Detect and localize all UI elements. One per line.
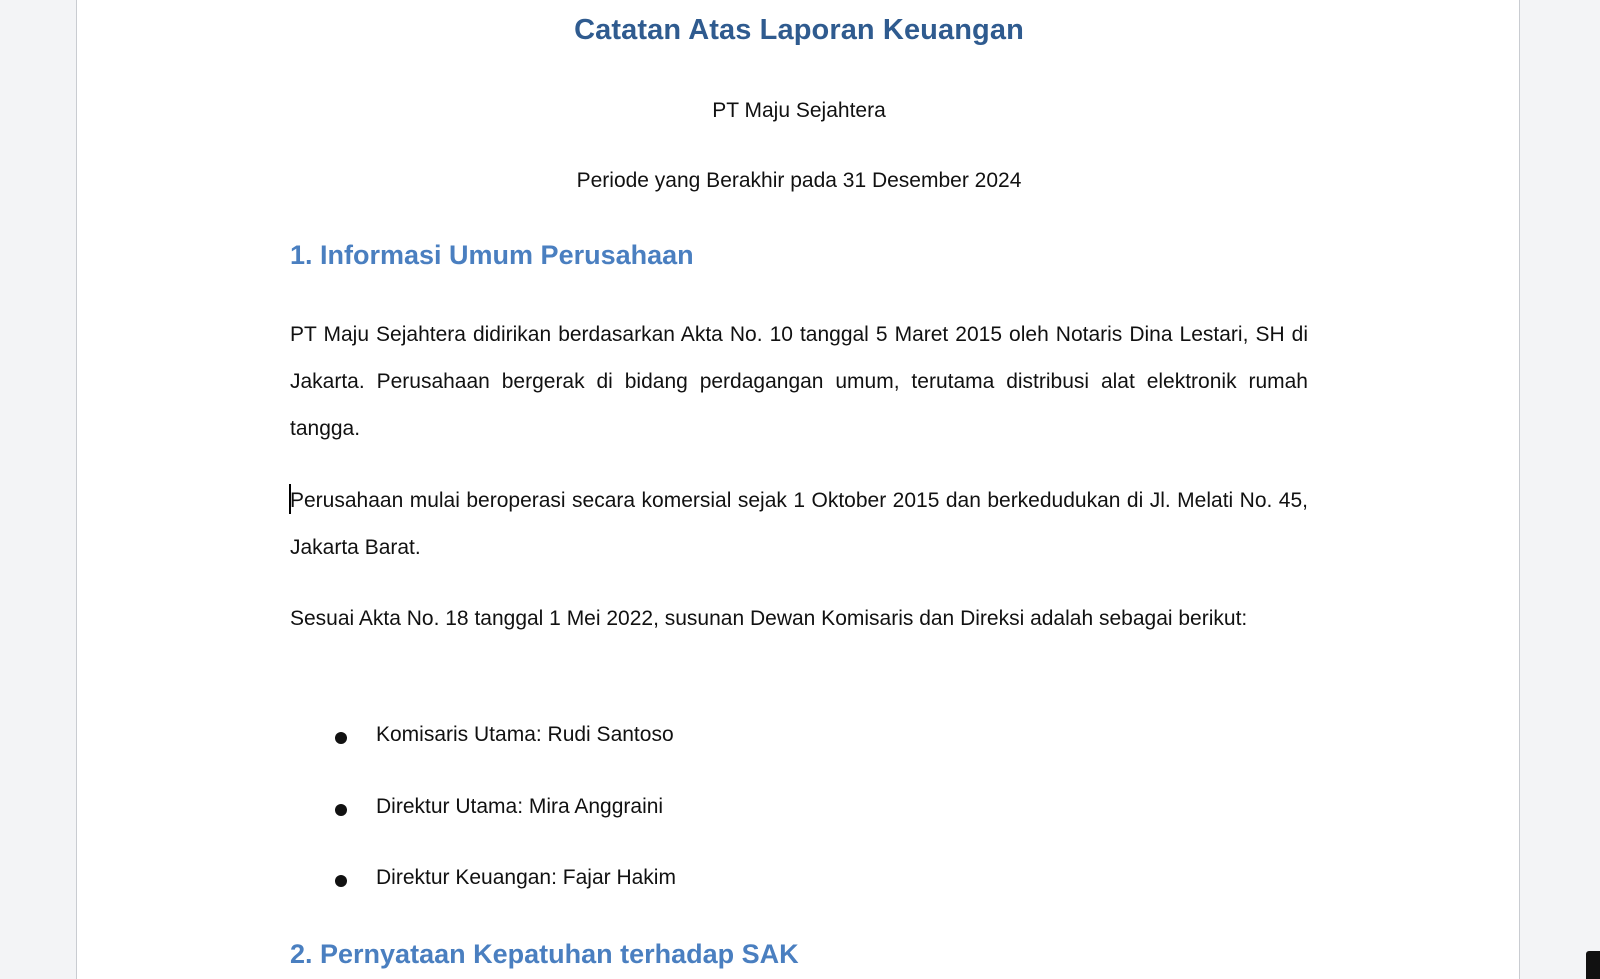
corner-widget[interactable]	[1586, 951, 1600, 979]
section-heading-2: 2. Pernyataan Kepatuhan terhadap SAK	[290, 939, 799, 969]
bullet-icon	[335, 804, 347, 816]
document-page[interactable]	[76, 0, 1520, 979]
list-item-text: Direktur Utama: Mira Anggraini	[376, 795, 664, 818]
paragraph-operations[interactable]: Perusahaan mulai beroperasi secara komersial sejak 1 Oktober 2015 dan berkedudukan di Jl. Melati No. 45, Jakarta Barat.	[290, 489, 1308, 559]
document-title: Catatan Atas Laporan Keuangan	[574, 14, 1024, 46]
company-name: PT Maju Sejahtera	[712, 99, 886, 122]
list-item-text: Direktur Keuangan: Fajar Hakim	[376, 866, 676, 889]
paragraph-company-establishment[interactable]: PT Maju Sejahtera didirikan berdasarkan Akta No. 10 tanggal 5 Maret 2015 oleh Notaris Dina Lestari, SH di Jakarta. Perusahaan bergerak di bidang perdagangan umum, terutama distribusi alat elektronik rumah tangga.	[290, 323, 1308, 440]
bullet-icon	[335, 732, 347, 744]
section-heading-1: 1. Informasi Umum Perusahaan	[290, 240, 694, 270]
list-item-text: Komisaris Utama: Rudi Santoso	[376, 723, 674, 746]
bullet-icon	[335, 875, 347, 887]
report-period: Periode yang Berakhir pada 31 Desember 2024	[576, 169, 1022, 192]
paragraph-board-composition[interactable]: Sesuai Akta No. 18 tanggal 1 Mei 2022, susunan Dewan Komisaris dan Direksi adalah sebagai berikut:	[290, 607, 1248, 630]
